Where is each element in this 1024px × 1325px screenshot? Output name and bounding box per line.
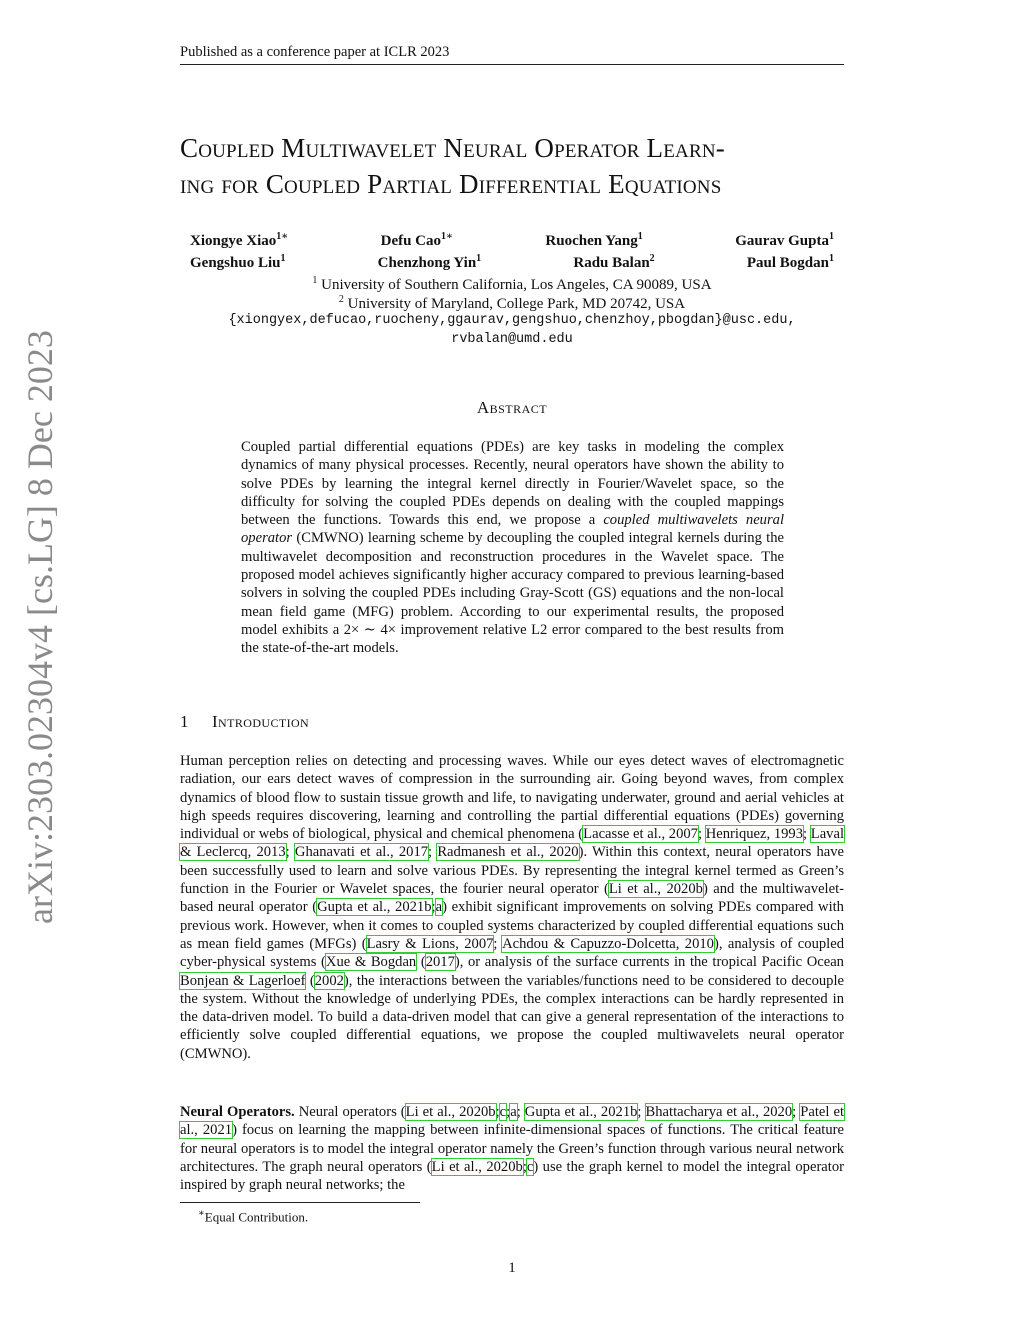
citation-link[interactable]: Li et al., 2020b [405,1104,496,1120]
citation-link[interactable]: Gupta et al., 2021b [317,899,432,916]
affiliation-2: $^2$ University of Maryland, College Park, MD 20742, USA [338,294,686,312]
author: Defu Cao$^{1∗}$ [380,231,453,249]
title-line-2: ing for Coupled Partial Differential Equations [180,169,722,199]
paragraph-heading: Neural Operators. [180,1104,295,1120]
author-block [180,231,844,351]
paper-title [180,130,850,202]
author-row-2 [180,253,844,275]
running-header: Published as a conference paper at ICLR 2023 [180,44,844,65]
citation-link[interactable]: Henriquez, 1993 [705,826,804,843]
arxiv-sidebar-stamp: arXiv:2303.02304v4 [cs.LG] 8 Dec 2023 [20,330,60,924]
citation-link[interactable]: c [499,1104,507,1120]
section-heading: 1 Introduction [180,712,310,731]
citation-link[interactable]: a [510,1104,517,1120]
neural-operators-paragraph: Neural Operators. Neural operators (Li et al., 2020b;c;a; Gupta et al., 2021b; Bhattacharya et al., 2020; Patel et al., 2021) focus on learning the mapping between infinite-dimensional spaces of functions. The critical feature for neural operators is to model the integral operator namely the Green’s function through various neural network architectures. The graph neural operators (Li et al., 2020b;c) use the graph kernel to model the integral operator inspired by graph neural networks; the [180,1104,844,1194]
citation-link[interactable]: 2017 [425,954,455,971]
author: Gengshuo Liu$^1$ [190,253,286,271]
page-number: 1 [508,1260,516,1276]
author: Gaurav Gupta$^1$ [735,231,834,249]
introduction-paragraph: Human perception relies on detecting and processing waves. While our eyes detect waves of electromagnetic radiation, our ears detect waves of compression in the surrounding air. Going beyond waves, from complex dynamics of blood flow to sustain tissue growth and life, to navigating underwater, ground and aerial vehicles at high speeds requires discovering, learning and controlling the partial differential equations (PDEs) governing individual or webs of biological, physical and chemical phenomena (Lacasse et al., 2007; Henriquez, 1993; Laval & Leclercq, 2013; Ghanavati et al., 2017; Radmanesh et al., 2020). Within this context, neural operators have been successfully used to learn and solve various PDEs. By representing the integral kernel termed as Green’s function in the Fourier or Wavelet spaces, the fourier neural operator (Li et al., 2020b) and the multiwavelet-based neural operator (Gupta et al., 2021b;a) exhibit significant improvements on solving PDEs compared with previous work. However, when it comes to coupled systems characterized by coupled differential equations such as mean field games (MFGs) (Lasry & Lions, 2007; Achdou & Capuzzo-Dolcetta, 2010), analysis of coupled cyber-physical systems (Xue & Bogdan (2017), or analysis of the surface currents in the tropical Pacific Ocean Bonjean & Lagerloef (2002), the interactions between the variables/functions need to be considered to decouple the system. Without the knowledge of underlying PDEs, the complex interactions can be hardly represented in the data-driven model. To build a data-driven model that can give a general representation of the interactions to efficiently solve coupled differential equations, we propose the coupled multiwavelets neural operator (CMWNO). [180,753,845,1062]
title-line-1: Coupled Multiwavelet Neural Operator Learn- [180,133,725,163]
citation-link[interactable]: Patel et al., 2021 [180,1104,844,1139]
citation-link[interactable]: Lasry & Lions, 2007 [366,935,494,952]
author: Ruochen Yang$^1$ [545,231,643,249]
affiliation-1: $^1$ University of Southern California, Los Angeles, CA 90089, USA [312,275,712,293]
citation-link[interactable]: Xue & Bogdan [325,954,417,971]
author: Radu Balan$^2$ [573,253,655,271]
abstract-body: Coupled partial differential equations (PDEs) are key tasks in modeling the complex dynamics of many physical processes. Recently, neural operators have shown the ability to solve PDEs by learning the integral kernel directly in Fourier/Wavelet space, so the difficulty for solving the coupled PDEs depends on dealing with the coupled mappings between the functions. Towards this end, we propose a coupled multiwavelets neural operator (CMWNO) learning scheme by decoupling the coupled integral kernels during the multiwavelet decomposition and reconstruction procedures in the Wavelet space. The proposed model achieves significantly higher accuracy compared to previous learning-based solvers in solving the coupled PDEs including Gray-Scott (GS) equations and the non-local mean field game (MFG) problem. According to our experimental results, the proposed model exhibits a 2× ∼ 4× improvement relative L2 error compared to the best results from the state-of-the-art models. [241,439,784,657]
citation-link[interactable]: Bonjean & Lagerloef [180,972,306,989]
citation-link[interactable]: Gupta et al., 2021b [524,1104,638,1120]
citation-link[interactable]: Achdou & Capuzzo-Dolcetta, 2010 [502,935,714,952]
citation-link[interactable]: a [435,899,443,916]
author: Xiongye Xiao$^{1∗}$ [190,231,289,249]
footnote: ∗Equal Contribution. [198,1208,309,1225]
email-line-2[interactable]: rvbalan@umd.edu [451,332,573,347]
author-row-1 [180,231,844,253]
author: Paul Bogdan$^1$ [746,253,834,271]
abstract-heading: Abstract [476,398,548,417]
footnote-divider [180,1202,420,1203]
citation-link[interactable]: Radmanesh et al., 2020 [437,844,579,861]
citation-link[interactable]: Li et al., 2020b [431,1158,523,1175]
citation-link[interactable]: Laval & Leclercq, 2013 [180,826,845,861]
citation-link[interactable]: 2002 [314,972,344,989]
citation-link[interactable]: Li et al., 2020b [608,881,703,898]
citation-link[interactable]: c [526,1158,534,1175]
citation-link[interactable]: Lacasse et al., 2007 [583,826,698,843]
citation-link[interactable]: Bhattacharya et al., 2020 [645,1104,793,1120]
email-line-1[interactable]: {xiongyex,defucao,ruocheny,ggaurav,gengshuo,chenzhoy,pbogdan}@usc.edu, [228,313,796,328]
citation-link[interactable]: Ghanavati et al., 2017 [294,844,429,861]
author: Chenzhong Yin$^1$ [377,253,482,271]
